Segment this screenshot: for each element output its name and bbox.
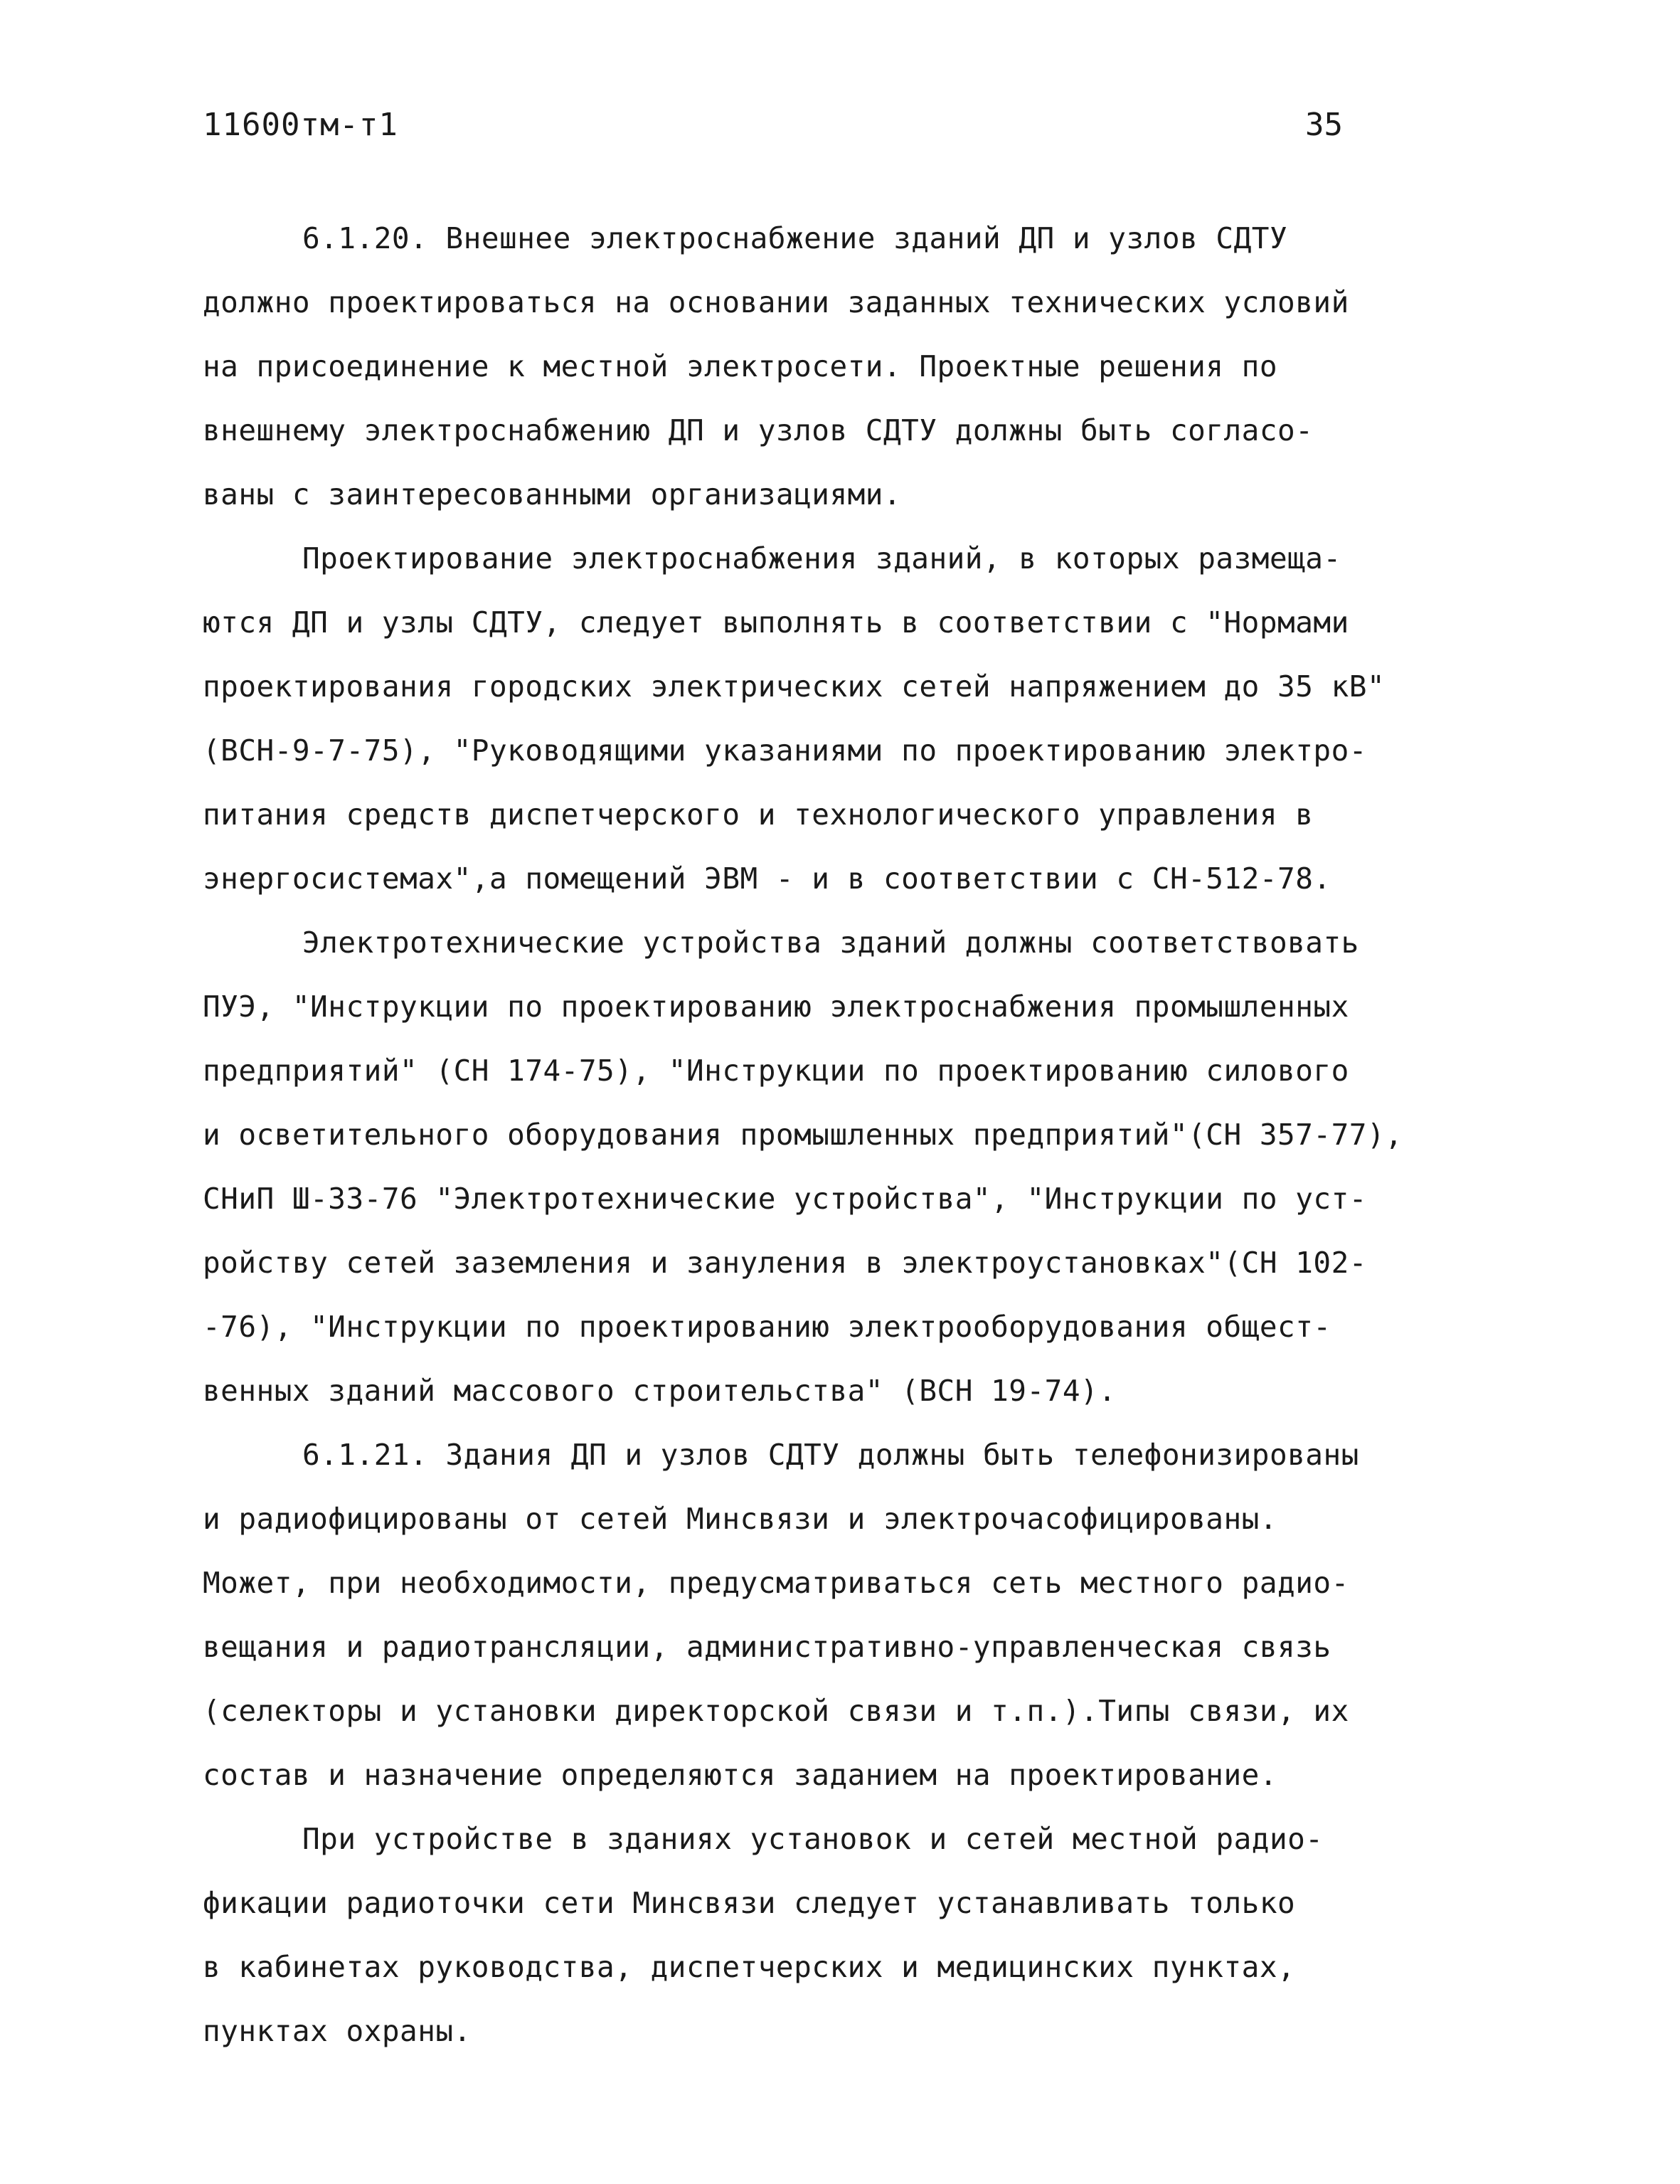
- text-line: (селекторы и установки директорской связи и т.п.).Типы связи, их: [203, 1694, 1349, 1728]
- text-line: Проектирование электроснабжения зданий, в которых размеща-: [302, 541, 1341, 576]
- text-line: (ВСН-9-7-75), "Руководящими указаниями по проектированию электро-: [203, 733, 1367, 768]
- text-line: фикации радиоточки сети Минсвязи следует устанавливать только: [203, 1886, 1296, 1920]
- text-line: -76), "Инструкции по проектированию электрооборудования общест-: [203, 1310, 1331, 1344]
- text-line: должно проектироваться на основании заданных технических условий: [203, 285, 1349, 319]
- text-line: и радиофицированы от сетей Минсвязи и электрочасофицированы.: [203, 1502, 1278, 1536]
- text-line: проектирования городских электрических сетей напряжением до 35 кВ": [203, 669, 1386, 704]
- body-text: [203, 206, 1483, 2063]
- text-line: вещания и радиотрансляции, административно-управленческая связь: [203, 1630, 1331, 1664]
- text-line: венных зданий массового строительства" (ВСН 19-74).: [203, 1374, 1117, 1408]
- text-line: При устройстве в зданиях установок и сетей местной радио-: [302, 1822, 1324, 1856]
- text-line: ройству сетей заземления и зануления в электроустановках"(СН 102-: [203, 1246, 1367, 1280]
- page-number: 35: [1305, 107, 1343, 143]
- text-line: СНиП Ш-33-76 "Электротехнические устройства", "Инструкции по уст-: [203, 1182, 1367, 1216]
- text-line: Может, при необходимости, предусматриваться сеть местного радио-: [203, 1566, 1349, 1600]
- text-line: ваны с заинтересованными организациями.: [203, 477, 902, 511]
- text-line: предприятий" (СН 174-75), "Инструкции по проектированию силового: [203, 1054, 1349, 1088]
- text-line: и осветительного оборудования промышленных предприятий"(СН 357-77),: [203, 1118, 1403, 1152]
- text-line: состав и назначение определяются заданием на проектирование.: [203, 1758, 1278, 1792]
- document-code: 11600тм-т1: [203, 107, 398, 143]
- text-line: Электротехнические устройства зданий должны соответствовать: [302, 926, 1359, 960]
- text-line: энергосистемах",а помещений ЭВМ - и в соответствии с СН-512-78.: [203, 862, 1331, 896]
- text-line: внешнему электроснабжению ДП и узлов СДТУ должны быть согласо-: [203, 413, 1314, 447]
- text-line: ются ДП и узлы СДТУ, следует выполнять в соответствии с "Нормами: [203, 605, 1349, 640]
- text-line: ПУЭ, "Инструкции по проектированию электроснабжения промышленных: [203, 990, 1349, 1024]
- text-line: 6.1.20. Внешнее электроснабжение зданий ДП и узлов СДТУ: [302, 221, 1288, 255]
- text-line: на присоединение к местной электросети. Проектные решения по: [203, 349, 1278, 383]
- text-line: в кабинетах руководства, диспетчерских и медицинских пунктах,: [203, 1950, 1296, 1984]
- text-line: 6.1.21. Здания ДП и узлов СДТУ должны быть телефонизированы: [302, 1438, 1359, 1472]
- text-line: пунктах охраны.: [203, 2014, 472, 2048]
- text-line: питания средств диспетчерского и технологического управления в: [203, 797, 1314, 832]
